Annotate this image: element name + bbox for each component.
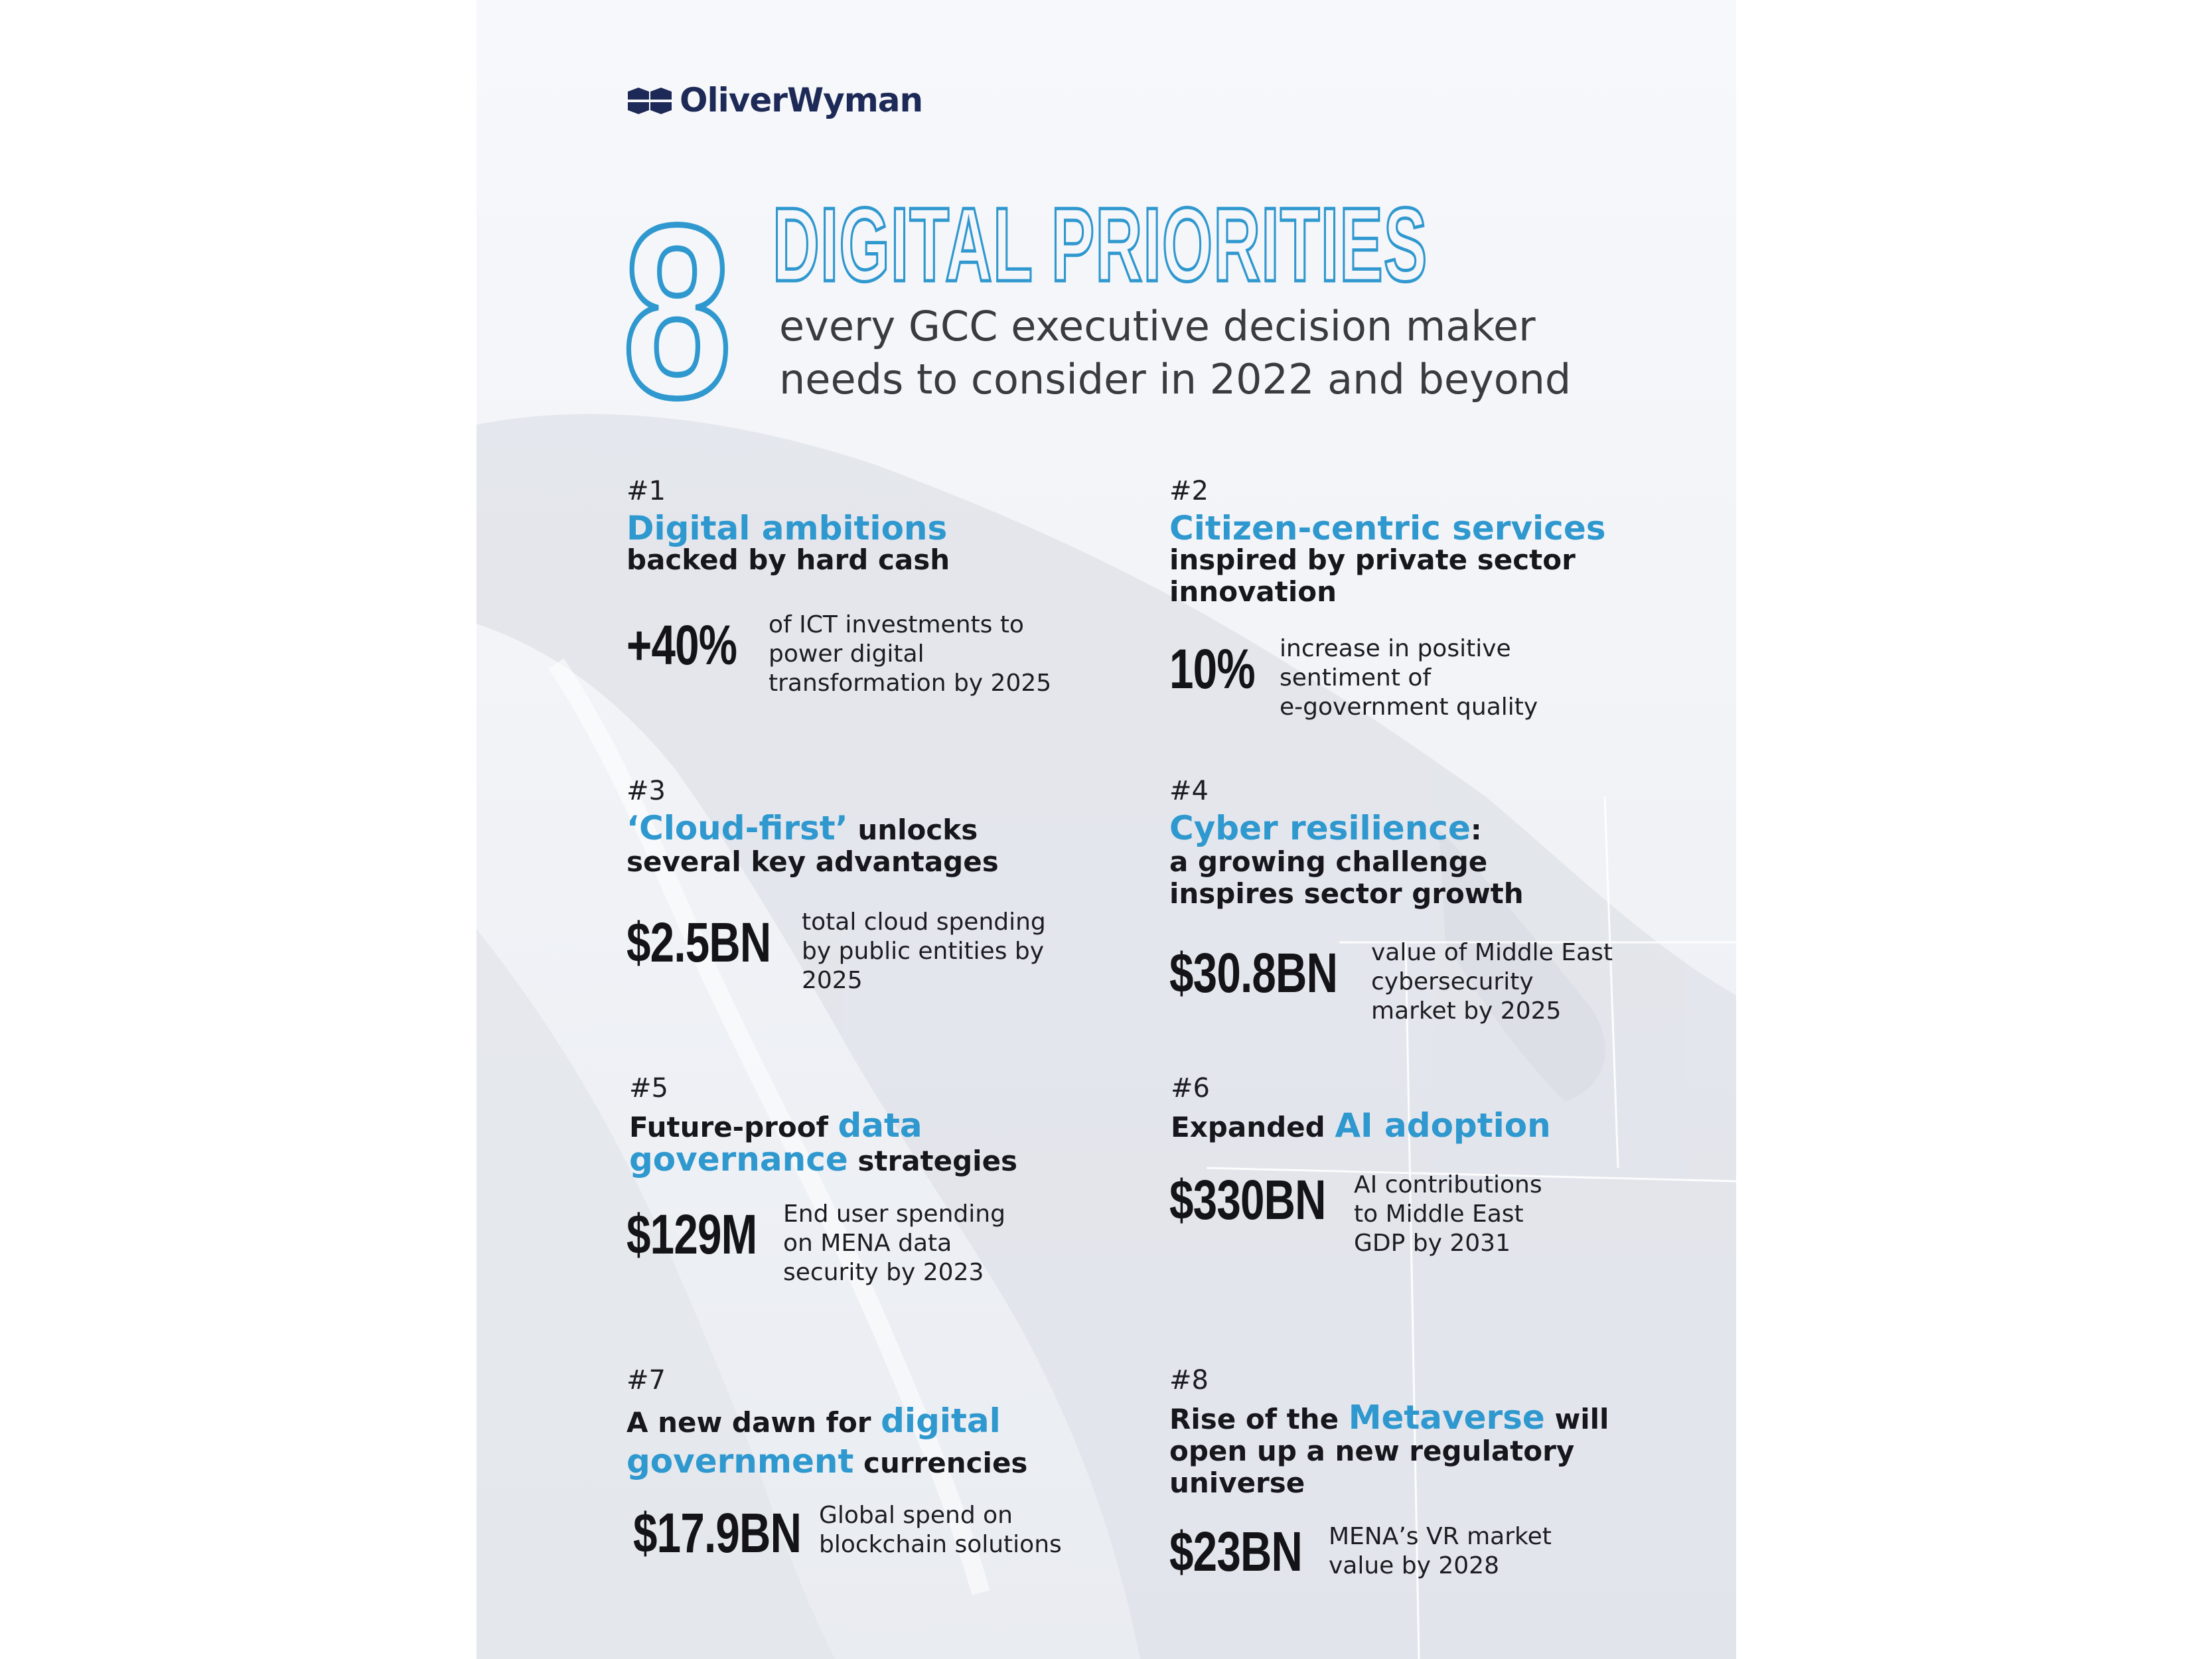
description-line: increase in positive xyxy=(1280,635,1511,662)
description-line: blockchain solutions xyxy=(819,1531,1062,1558)
priority-7 xyxy=(627,1367,1157,1482)
priority-8-description xyxy=(1329,1522,1552,1581)
description-line: AI contributions xyxy=(1354,1171,1542,1198)
description-line: security by 2023 xyxy=(783,1259,984,1286)
oliverwyman-logo-icon xyxy=(627,86,673,115)
priority-title-accent: Cyber resilience xyxy=(1169,809,1471,847)
priority-7-description xyxy=(819,1501,1062,1559)
priority-number: #3 xyxy=(627,776,666,806)
priority-6 xyxy=(1171,1075,1702,1143)
priority-title-accent-2: governance xyxy=(629,1140,848,1179)
priority-1 xyxy=(627,478,1131,576)
description-line: e-government quality xyxy=(1280,693,1538,721)
priority-8-stat: $23BN xyxy=(1169,1520,1303,1583)
description-line: by public entities by xyxy=(802,938,1045,965)
priority-2-stat: 10% xyxy=(1169,638,1255,700)
priority-title-accent: data xyxy=(838,1106,922,1145)
description-line: GDP by 2031 xyxy=(1354,1230,1511,1257)
priority-title-line: several key advantages xyxy=(627,845,999,878)
priority-title-accent: digital xyxy=(881,1402,1001,1440)
priority-title xyxy=(627,1402,1157,1482)
page-title: DIGITAL PRIORITIES xyxy=(773,186,1428,303)
description-line: on MENA data xyxy=(783,1230,952,1257)
priority-title-rest: backed by hard cash xyxy=(627,543,950,576)
description-line: total cloud spending xyxy=(802,908,1046,936)
priority-title xyxy=(627,509,1131,576)
priority-title-line: inspired by private sector xyxy=(1169,543,1576,576)
description-line: Global spend on xyxy=(819,1502,1013,1529)
priority-4 xyxy=(1169,778,1700,910)
priority-title xyxy=(1169,509,1700,608)
priority-title-rest: currencies xyxy=(853,1447,1028,1479)
priority-5-description xyxy=(783,1200,1005,1287)
priority-2-description xyxy=(1280,634,1538,722)
priority-7-stat: $17.9BN xyxy=(633,1502,802,1564)
priority-title xyxy=(627,809,1144,878)
priority-number: #5 xyxy=(629,1073,668,1104)
priority-2 xyxy=(1169,478,1700,608)
priority-title-accent: ‘Cloud-first’ xyxy=(627,809,848,847)
priority-title xyxy=(629,1106,1147,1179)
priority-title-pre: Future-proof xyxy=(629,1111,838,1143)
priority-5 xyxy=(629,1075,1147,1177)
description-line: 2025 xyxy=(802,967,863,994)
priority-number: #4 xyxy=(1169,776,1209,806)
priority-title-line: innovation xyxy=(1169,575,1337,608)
priority-1-description xyxy=(769,611,1051,698)
priority-title-rest: will xyxy=(1544,1403,1609,1435)
priority-title-line: open up a new regulatory xyxy=(1169,1435,1575,1467)
description-line: cybersecurity xyxy=(1371,968,1534,995)
priority-number: #1 xyxy=(627,476,666,506)
priority-title-pre: Rise of the xyxy=(1169,1403,1349,1435)
priority-title xyxy=(1169,809,1700,910)
priority-title xyxy=(1171,1106,1702,1145)
infographic-page xyxy=(477,0,1736,1659)
priority-number: #8 xyxy=(1169,1365,1209,1396)
priority-title-accent: Digital ambitions xyxy=(627,509,948,547)
description-line: value by 2028 xyxy=(1329,1552,1499,1579)
priority-number: #7 xyxy=(627,1365,666,1396)
subtitle-line-1: every GCC executive decision maker xyxy=(779,302,1536,350)
priority-5-stat: $129M xyxy=(627,1203,757,1265)
description-line: power digital xyxy=(769,640,924,668)
priority-6-description xyxy=(1354,1171,1542,1258)
priority-title-accent-2: government xyxy=(627,1442,854,1480)
priority-title xyxy=(1169,1398,1714,1499)
priority-4-stat: $30.8BN xyxy=(1169,942,1338,1004)
priority-6-stat: $330BN xyxy=(1169,1169,1326,1231)
description-line: market by 2025 xyxy=(1371,997,1562,1025)
priority-3-stat: $2.5BN xyxy=(627,911,771,974)
description-line: transformation by 2025 xyxy=(769,670,1052,697)
priority-title-pre: A new dawn for xyxy=(627,1406,881,1439)
priority-title-rest: unlocks xyxy=(848,814,978,846)
description-line: MENA’s VR market xyxy=(1329,1523,1552,1550)
priority-title-accent: Citizen-centric services xyxy=(1169,509,1606,547)
priority-title-rest: strategies xyxy=(848,1145,1018,1177)
priority-title-line: a growing challenge xyxy=(1169,845,1488,878)
title-number: 8 xyxy=(623,175,732,449)
description-line: of ICT investments to xyxy=(769,611,1024,638)
description-line: sentiment of xyxy=(1280,664,1432,691)
description-line: to Middle East xyxy=(1354,1200,1524,1228)
priority-number: #6 xyxy=(1171,1073,1210,1104)
priority-title-line: inspires sector growth xyxy=(1169,877,1524,910)
priority-4-description xyxy=(1371,938,1613,1026)
subtitle-line-2: needs to consider in 2022 and beyond xyxy=(779,355,1572,403)
priority-title-accent: Metaverse xyxy=(1348,1398,1545,1437)
priority-8 xyxy=(1169,1367,1714,1499)
priority-1-stat: +40% xyxy=(627,614,737,676)
priority-3-description xyxy=(802,908,1046,995)
priority-title-accent: AI adoption xyxy=(1335,1106,1551,1145)
priority-title-pre: Expanded xyxy=(1171,1111,1335,1143)
priority-number: #2 xyxy=(1169,476,1209,506)
priority-title-rest: : xyxy=(1470,814,1482,846)
description-line: value of Middle East xyxy=(1371,939,1613,966)
priority-3 xyxy=(627,778,1144,878)
priority-title-line: universe xyxy=(1169,1467,1305,1499)
brand-name: OliverWyman xyxy=(680,81,923,119)
page-subtitle xyxy=(779,300,1642,406)
description-line: End user spending xyxy=(783,1200,1005,1228)
